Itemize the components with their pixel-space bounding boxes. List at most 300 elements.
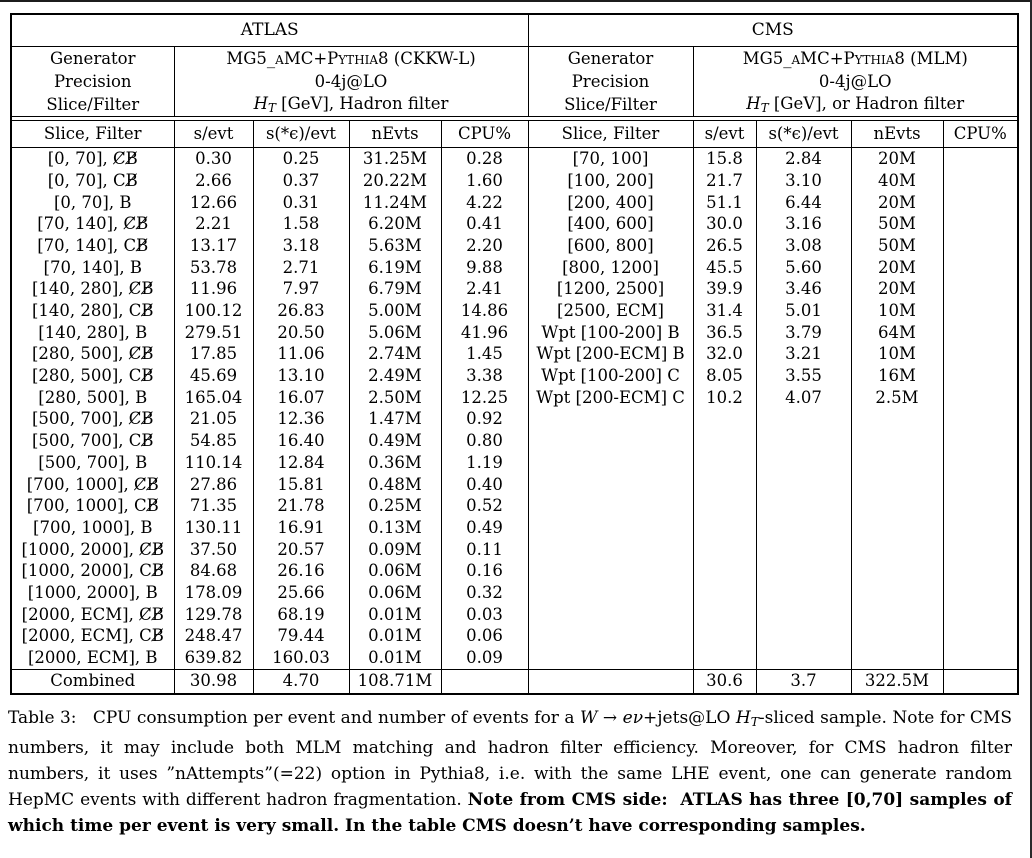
atlas-precision-value: 0-4j@LO (174, 70, 528, 93)
cms-cell: 45.5 (693, 256, 756, 278)
slice-filter-row (11, 93, 1018, 117)
table-row (11, 322, 1018, 344)
atlas-cell: 0.09 (441, 647, 528, 669)
experiment-title-row (11, 14, 1018, 47)
atlas-cell: 2.20 (441, 235, 528, 257)
cms-cell: 8.05 (693, 365, 756, 387)
atlas-cell: 20.57 (253, 538, 349, 560)
table-row (11, 191, 1018, 213)
atlas-cell: 9.88 (441, 256, 528, 278)
atlas-cell: [70, 140], B (11, 256, 174, 278)
cms-cell (943, 365, 1018, 387)
cms-cell: 3.7 (756, 669, 851, 694)
cms-cell: 322.5M (851, 669, 943, 694)
atlas-cell: 0.92 (441, 408, 528, 430)
generator-row (11, 47, 1018, 71)
cms-cell (851, 582, 943, 604)
cms-cell (851, 603, 943, 625)
atlas-cell: 0.03 (441, 603, 528, 625)
atlas-cell: 0.01M (349, 625, 441, 647)
atlas-cell: 0.40 (441, 473, 528, 495)
atlas-cell: 6.19M (349, 256, 441, 278)
cms-cell (943, 517, 1018, 539)
cms-cell: 20M (851, 256, 943, 278)
cms-cell: Wpt [100-200] B (528, 322, 693, 344)
atlas-generator-value: MG5_aMC+Pythia8 (CKKW-L) (174, 47, 528, 71)
cms-cell: [200, 400] (528, 191, 693, 213)
cms-cell (756, 495, 851, 517)
atlas-cell: 1.45 (441, 343, 528, 365)
text-segment: T (760, 100, 769, 115)
cms-cell: [800, 1200] (528, 256, 693, 278)
cms-cell (943, 170, 1018, 192)
cms-slice-value (693, 93, 1018, 117)
cms-cell (528, 647, 693, 669)
atlas-cell: [2000, ECM], CB̸ (11, 625, 174, 647)
cms-cell: 3.16 (756, 213, 851, 235)
text-segment: eν (622, 708, 644, 728)
cms-cell: 20M (851, 191, 943, 213)
cms-cell: 10M (851, 343, 943, 365)
atlas-cell: 0.30 (174, 148, 253, 170)
cms-cell (851, 430, 943, 452)
cms-cell: 26.5 (693, 235, 756, 257)
atlas-cell: 11.96 (174, 278, 253, 300)
atlas-cell: 3.18 (253, 235, 349, 257)
cms-cell: [2500, ECM] (528, 300, 693, 322)
atlas-cell: [700, 1000], B (11, 517, 174, 539)
atlas-cell: [280, 500], C̸B̸ (11, 343, 174, 365)
atlas-cell: [70, 140], CB̸ (11, 235, 174, 257)
atlas-cell: 5.06M (349, 322, 441, 344)
text-segment: W (579, 708, 598, 728)
cms-cell (943, 322, 1018, 344)
text-segment: H (253, 93, 268, 113)
cms-cell: 10.2 (693, 387, 756, 409)
cms-cell: 10M (851, 300, 943, 322)
cms-cell (851, 473, 943, 495)
cms-slice-label: Slice/Filter (528, 93, 693, 117)
atlas-cell (441, 669, 528, 694)
atlas-cell: 45.69 (174, 365, 253, 387)
atlas-cell: 13.10 (253, 365, 349, 387)
table-row (11, 343, 1018, 365)
cms-cell (528, 473, 693, 495)
table-row (11, 213, 1018, 235)
atlas-cell: 84.68 (174, 560, 253, 582)
atlas-cell: [140, 280], CB̸ (11, 300, 174, 322)
cms-cell: 40M (851, 170, 943, 192)
atlas-cell: [1000, 2000], B (11, 582, 174, 604)
atlas-cell: 2.49M (349, 365, 441, 387)
cms-col-s-evt: s/evt (693, 121, 756, 148)
text-segment: +jets@LO (643, 708, 736, 728)
cms-cell: 5.60 (756, 256, 851, 278)
cms-cell (943, 343, 1018, 365)
cms-cell (851, 625, 943, 647)
cms-cell: 20M (851, 278, 943, 300)
atlas-col-s-eps-evt: s(*ϵ)/evt (253, 121, 349, 148)
cms-cell (851, 408, 943, 430)
cms-cell (756, 647, 851, 669)
cms-cell (528, 560, 693, 582)
atlas-cell: 14.86 (441, 300, 528, 322)
atlas-cell: 0.16 (441, 560, 528, 582)
cms-cell (528, 517, 693, 539)
cms-cell (851, 495, 943, 517)
cms-cell: 15.8 (693, 148, 756, 170)
cms-cell (943, 387, 1018, 409)
text-segment: T (267, 100, 276, 115)
precision-row (11, 70, 1018, 93)
cms-cell (693, 430, 756, 452)
cms-cell (693, 560, 756, 582)
cms-cell: [400, 600] (528, 213, 693, 235)
atlas-col-slice-filter: Slice, Filter (11, 121, 174, 148)
atlas-cell: 16.40 (253, 430, 349, 452)
cms-cell: 50M (851, 235, 943, 257)
cms-cell (756, 452, 851, 474)
atlas-cell: 25.66 (253, 582, 349, 604)
atlas-cell: 21.78 (253, 495, 349, 517)
cms-cell (943, 300, 1018, 322)
cms-cell (756, 625, 851, 647)
cms-cell (943, 560, 1018, 582)
cms-precision-value: 0-4j@LO (693, 70, 1018, 93)
atlas-cell: 2.74M (349, 343, 441, 365)
cms-title: CMS (528, 14, 1018, 47)
atlas-cell: [280, 500], B (11, 387, 174, 409)
cms-cell: 3.08 (756, 235, 851, 257)
cms-cell: 30.6 (693, 669, 756, 694)
atlas-cell: [140, 280], B (11, 322, 174, 344)
atlas-cell: [1000, 2000], C̸B̸ (11, 538, 174, 560)
page-top-edge-line (0, 0, 1032, 2)
cms-col-slice-filter: Slice, Filter (528, 121, 693, 148)
cms-cell: [600, 800] (528, 235, 693, 257)
cms-cell: 3.10 (756, 170, 851, 192)
atlas-cell: 0.31 (253, 191, 349, 213)
atlas-cell: 178.09 (174, 582, 253, 604)
atlas-cell: 165.04 (174, 387, 253, 409)
cpu-consumption-table (10, 13, 1019, 695)
cms-cell: 20M (851, 148, 943, 170)
cms-cell: 51.1 (693, 191, 756, 213)
atlas-cell: 0.49 (441, 517, 528, 539)
atlas-cell: 0.25 (253, 148, 349, 170)
atlas-cell: 130.11 (174, 517, 253, 539)
atlas-cell: [0, 70], C̸B̸ (11, 148, 174, 170)
cms-cell: Wpt [100-200] C (528, 365, 693, 387)
cms-cell: 5.01 (756, 300, 851, 322)
cms-generator-label: Generator (528, 47, 693, 71)
atlas-cell: [500, 700], C̸B̸ (11, 408, 174, 430)
atlas-cell: 26.16 (253, 560, 349, 582)
cms-cell (943, 473, 1018, 495)
cms-cell (528, 408, 693, 430)
cms-cell (693, 538, 756, 560)
atlas-cell: 30.98 (174, 669, 253, 694)
atlas-cell: 160.03 (253, 647, 349, 669)
cms-cell: 50M (851, 213, 943, 235)
cms-cell: 30.0 (693, 213, 756, 235)
cms-cell (943, 256, 1018, 278)
atlas-cell: [0, 70], CB̸ (11, 170, 174, 192)
atlas-cell: 0.11 (441, 538, 528, 560)
atlas-cell: 0.06 (441, 625, 528, 647)
atlas-cell: 0.36M (349, 452, 441, 474)
text-segment: H (746, 93, 761, 113)
atlas-cell: 100.12 (174, 300, 253, 322)
cms-precision-label: Precision (528, 70, 693, 93)
atlas-cell: [500, 700], B (11, 452, 174, 474)
atlas-cell: 2.41 (441, 278, 528, 300)
text-segment: → (597, 708, 623, 728)
atlas-generator-label: Generator (11, 47, 174, 71)
table-row (11, 603, 1018, 625)
atlas-cell: 2.71 (253, 256, 349, 278)
atlas-col-s-evt: s/evt (174, 121, 253, 148)
atlas-cell: 79.44 (253, 625, 349, 647)
atlas-cell: 2.21 (174, 213, 253, 235)
atlas-cell: 2.50M (349, 387, 441, 409)
table-row (11, 538, 1018, 560)
atlas-cell: 0.13M (349, 517, 441, 539)
cms-cell: 6.44 (756, 191, 851, 213)
atlas-cell: 16.91 (253, 517, 349, 539)
cms-cell (693, 473, 756, 495)
table-row (11, 452, 1018, 474)
table-row (11, 148, 1018, 170)
atlas-cell: 129.78 (174, 603, 253, 625)
cms-cell: 21.7 (693, 170, 756, 192)
atlas-cell: 5.63M (349, 235, 441, 257)
table-row (11, 387, 1018, 409)
cms-cell: 2.5M (851, 387, 943, 409)
atlas-cell: 13.17 (174, 235, 253, 257)
atlas-cell: 20.50 (253, 322, 349, 344)
cms-cell: 31.4 (693, 300, 756, 322)
atlas-cell: 11.24M (349, 191, 441, 213)
cms-generator-value: MG5_aMC+Pythia8 (MLM) (693, 47, 1018, 71)
atlas-slice-label: Slice/Filter (11, 93, 174, 117)
atlas-cell: [1000, 2000], CB̸ (11, 560, 174, 582)
atlas-cell: 5.00M (349, 300, 441, 322)
cms-cell (851, 560, 943, 582)
cms-cell (528, 603, 693, 625)
atlas-precision-label: Precision (11, 70, 174, 93)
atlas-cell: 41.96 (441, 322, 528, 344)
cms-cell (693, 408, 756, 430)
atlas-cell: 110.14 (174, 452, 253, 474)
atlas-cell: 15.81 (253, 473, 349, 495)
atlas-cell: 71.35 (174, 495, 253, 517)
atlas-cell: 11.06 (253, 343, 349, 365)
atlas-cell: [2000, ECM], C̸B̸ (11, 603, 174, 625)
table-row (11, 582, 1018, 604)
cms-cell (943, 452, 1018, 474)
atlas-cell: 0.41 (441, 213, 528, 235)
cms-cell (756, 473, 851, 495)
cms-cell (693, 625, 756, 647)
data-rows (11, 148, 1018, 694)
atlas-cell: 17.85 (174, 343, 253, 365)
cms-cell: [70, 100] (528, 148, 693, 170)
atlas-cell: 0.37 (253, 170, 349, 192)
cms-cell (693, 647, 756, 669)
cms-cell: 3.79 (756, 322, 851, 344)
atlas-cell: 639.82 (174, 647, 253, 669)
atlas-cell: 0.49M (349, 430, 441, 452)
atlas-cell: 108.71M (349, 669, 441, 694)
atlas-cell: [0, 70], B (11, 191, 174, 213)
cms-cell (528, 625, 693, 647)
text-segment: Table 3: CPU consumption per event and number of events for a (8, 708, 580, 728)
cms-cell (943, 235, 1018, 257)
cms-cell (943, 582, 1018, 604)
text-segment: H (735, 708, 751, 728)
atlas-cell: 0.01M (349, 647, 441, 669)
atlas-cell: 6.20M (349, 213, 441, 235)
cms-cell (756, 538, 851, 560)
cms-col-cpu: CPU% (943, 121, 1018, 148)
table-row (11, 517, 1018, 539)
atlas-cell: 0.01M (349, 603, 441, 625)
cms-cell (756, 603, 851, 625)
atlas-cell: 0.06M (349, 560, 441, 582)
column-header-row (11, 121, 1018, 148)
atlas-cell: 1.19 (441, 452, 528, 474)
cms-cell: 3.21 (756, 343, 851, 365)
cms-cell: Wpt [200-ECM] B (528, 343, 693, 365)
text-segment: T (750, 715, 759, 730)
cms-cell (851, 517, 943, 539)
cms-cell: 39.9 (693, 278, 756, 300)
atlas-cell: 6.79M (349, 278, 441, 300)
cms-cell: 16M (851, 365, 943, 387)
cms-cell: 32.0 (693, 343, 756, 365)
atlas-cell: 31.25M (349, 148, 441, 170)
cms-cell (943, 647, 1018, 669)
cms-cell (943, 148, 1018, 170)
atlas-cell: 0.25M (349, 495, 441, 517)
atlas-cell: 0.06M (349, 582, 441, 604)
atlas-cell: 4.22 (441, 191, 528, 213)
cms-cell (851, 647, 943, 669)
atlas-col-nevts: nEvts (349, 121, 441, 148)
text-segment: -sliced sample. Note for CMS numbers, it may include both MLM matching and hadron filter efficiency. Moreover, for CMS hadron filter numbers, it uses ”nAttempts”(=22) option in Pythia8, i.e. with the same LHE event, one can generate random HepMC events with different hadron fragmentation. (8, 708, 1012, 811)
cms-cell (851, 452, 943, 474)
atlas-cell: 68.19 (253, 603, 349, 625)
cms-cell (693, 495, 756, 517)
table-row (11, 625, 1018, 647)
atlas-cell: 1.47M (349, 408, 441, 430)
cms-cell (528, 430, 693, 452)
cms-cell: [1200, 2500] (528, 278, 693, 300)
atlas-col-cpu: CPU% (441, 121, 528, 148)
atlas-cell: 16.07 (253, 387, 349, 409)
table-row (11, 647, 1018, 669)
cms-cell (693, 452, 756, 474)
atlas-cell: 4.70 (253, 669, 349, 694)
cms-cell (943, 603, 1018, 625)
cms-cell (943, 191, 1018, 213)
cms-cell: 3.46 (756, 278, 851, 300)
atlas-cell: 279.51 (174, 322, 253, 344)
atlas-cell: 0.80 (441, 430, 528, 452)
cms-cell (943, 495, 1018, 517)
cms-cell: 4.07 (756, 387, 851, 409)
atlas-slice-value (174, 93, 528, 117)
cms-cell (943, 538, 1018, 560)
cms-cell (528, 669, 693, 694)
table-row (11, 560, 1018, 582)
cms-cell: 36.5 (693, 322, 756, 344)
table-caption (8, 705, 1012, 839)
atlas-cell: 0.52 (441, 495, 528, 517)
atlas-cell: 12.36 (253, 408, 349, 430)
text-segment: [GeV], or Hadron filter (768, 93, 965, 113)
atlas-cell: 0.32 (441, 582, 528, 604)
atlas-cell: 248.47 (174, 625, 253, 647)
table-row (11, 365, 1018, 387)
atlas-cell: 0.09M (349, 538, 441, 560)
cms-cell (528, 538, 693, 560)
cms-cell (756, 517, 851, 539)
cms-cell: 2.84 (756, 148, 851, 170)
atlas-cell: 53.78 (174, 256, 253, 278)
cms-cell (943, 213, 1018, 235)
table-row (11, 170, 1018, 192)
atlas-cell: [700, 1000], CB̸ (11, 495, 174, 517)
atlas-cell: 54.85 (174, 430, 253, 452)
cms-cell (756, 430, 851, 452)
table-row (11, 408, 1018, 430)
atlas-cell: 12.84 (253, 452, 349, 474)
atlas-cell: 0.48M (349, 473, 441, 495)
cms-cell: Wpt [200-ECM] C (528, 387, 693, 409)
combined-row (11, 669, 1018, 694)
cms-cell: [100, 200] (528, 170, 693, 192)
atlas-cell: 27.86 (174, 473, 253, 495)
table-row (11, 300, 1018, 322)
table-row (11, 278, 1018, 300)
cms-cell (943, 408, 1018, 430)
atlas-title: ATLAS (11, 14, 528, 47)
atlas-cell: [70, 140], C̸B̸ (11, 213, 174, 235)
table-row (11, 235, 1018, 257)
atlas-cell: 21.05 (174, 408, 253, 430)
cms-col-nevts: nEvts (851, 121, 943, 148)
cms-cell (943, 669, 1018, 694)
cms-cell (693, 582, 756, 604)
atlas-cell: 37.50 (174, 538, 253, 560)
cms-cell (851, 538, 943, 560)
cms-cell (693, 517, 756, 539)
atlas-cell: [700, 1000], C̸B̸ (11, 473, 174, 495)
text-segment: Note from CMS side: ATLAS has three [0,70] samples of which time per event is very small. In the table CMS doesn’t have corresponding samples. (8, 790, 1012, 837)
cms-cell (756, 560, 851, 582)
atlas-cell: [140, 280], C̸B̸ (11, 278, 174, 300)
atlas-cell: 0.28 (441, 148, 528, 170)
cms-cell (756, 582, 851, 604)
cms-cell (943, 278, 1018, 300)
cms-cell (528, 452, 693, 474)
cms-cell: 64M (851, 322, 943, 344)
atlas-cell: [280, 500], CB̸ (11, 365, 174, 387)
atlas-cell: 3.38 (441, 365, 528, 387)
cms-cell (528, 582, 693, 604)
